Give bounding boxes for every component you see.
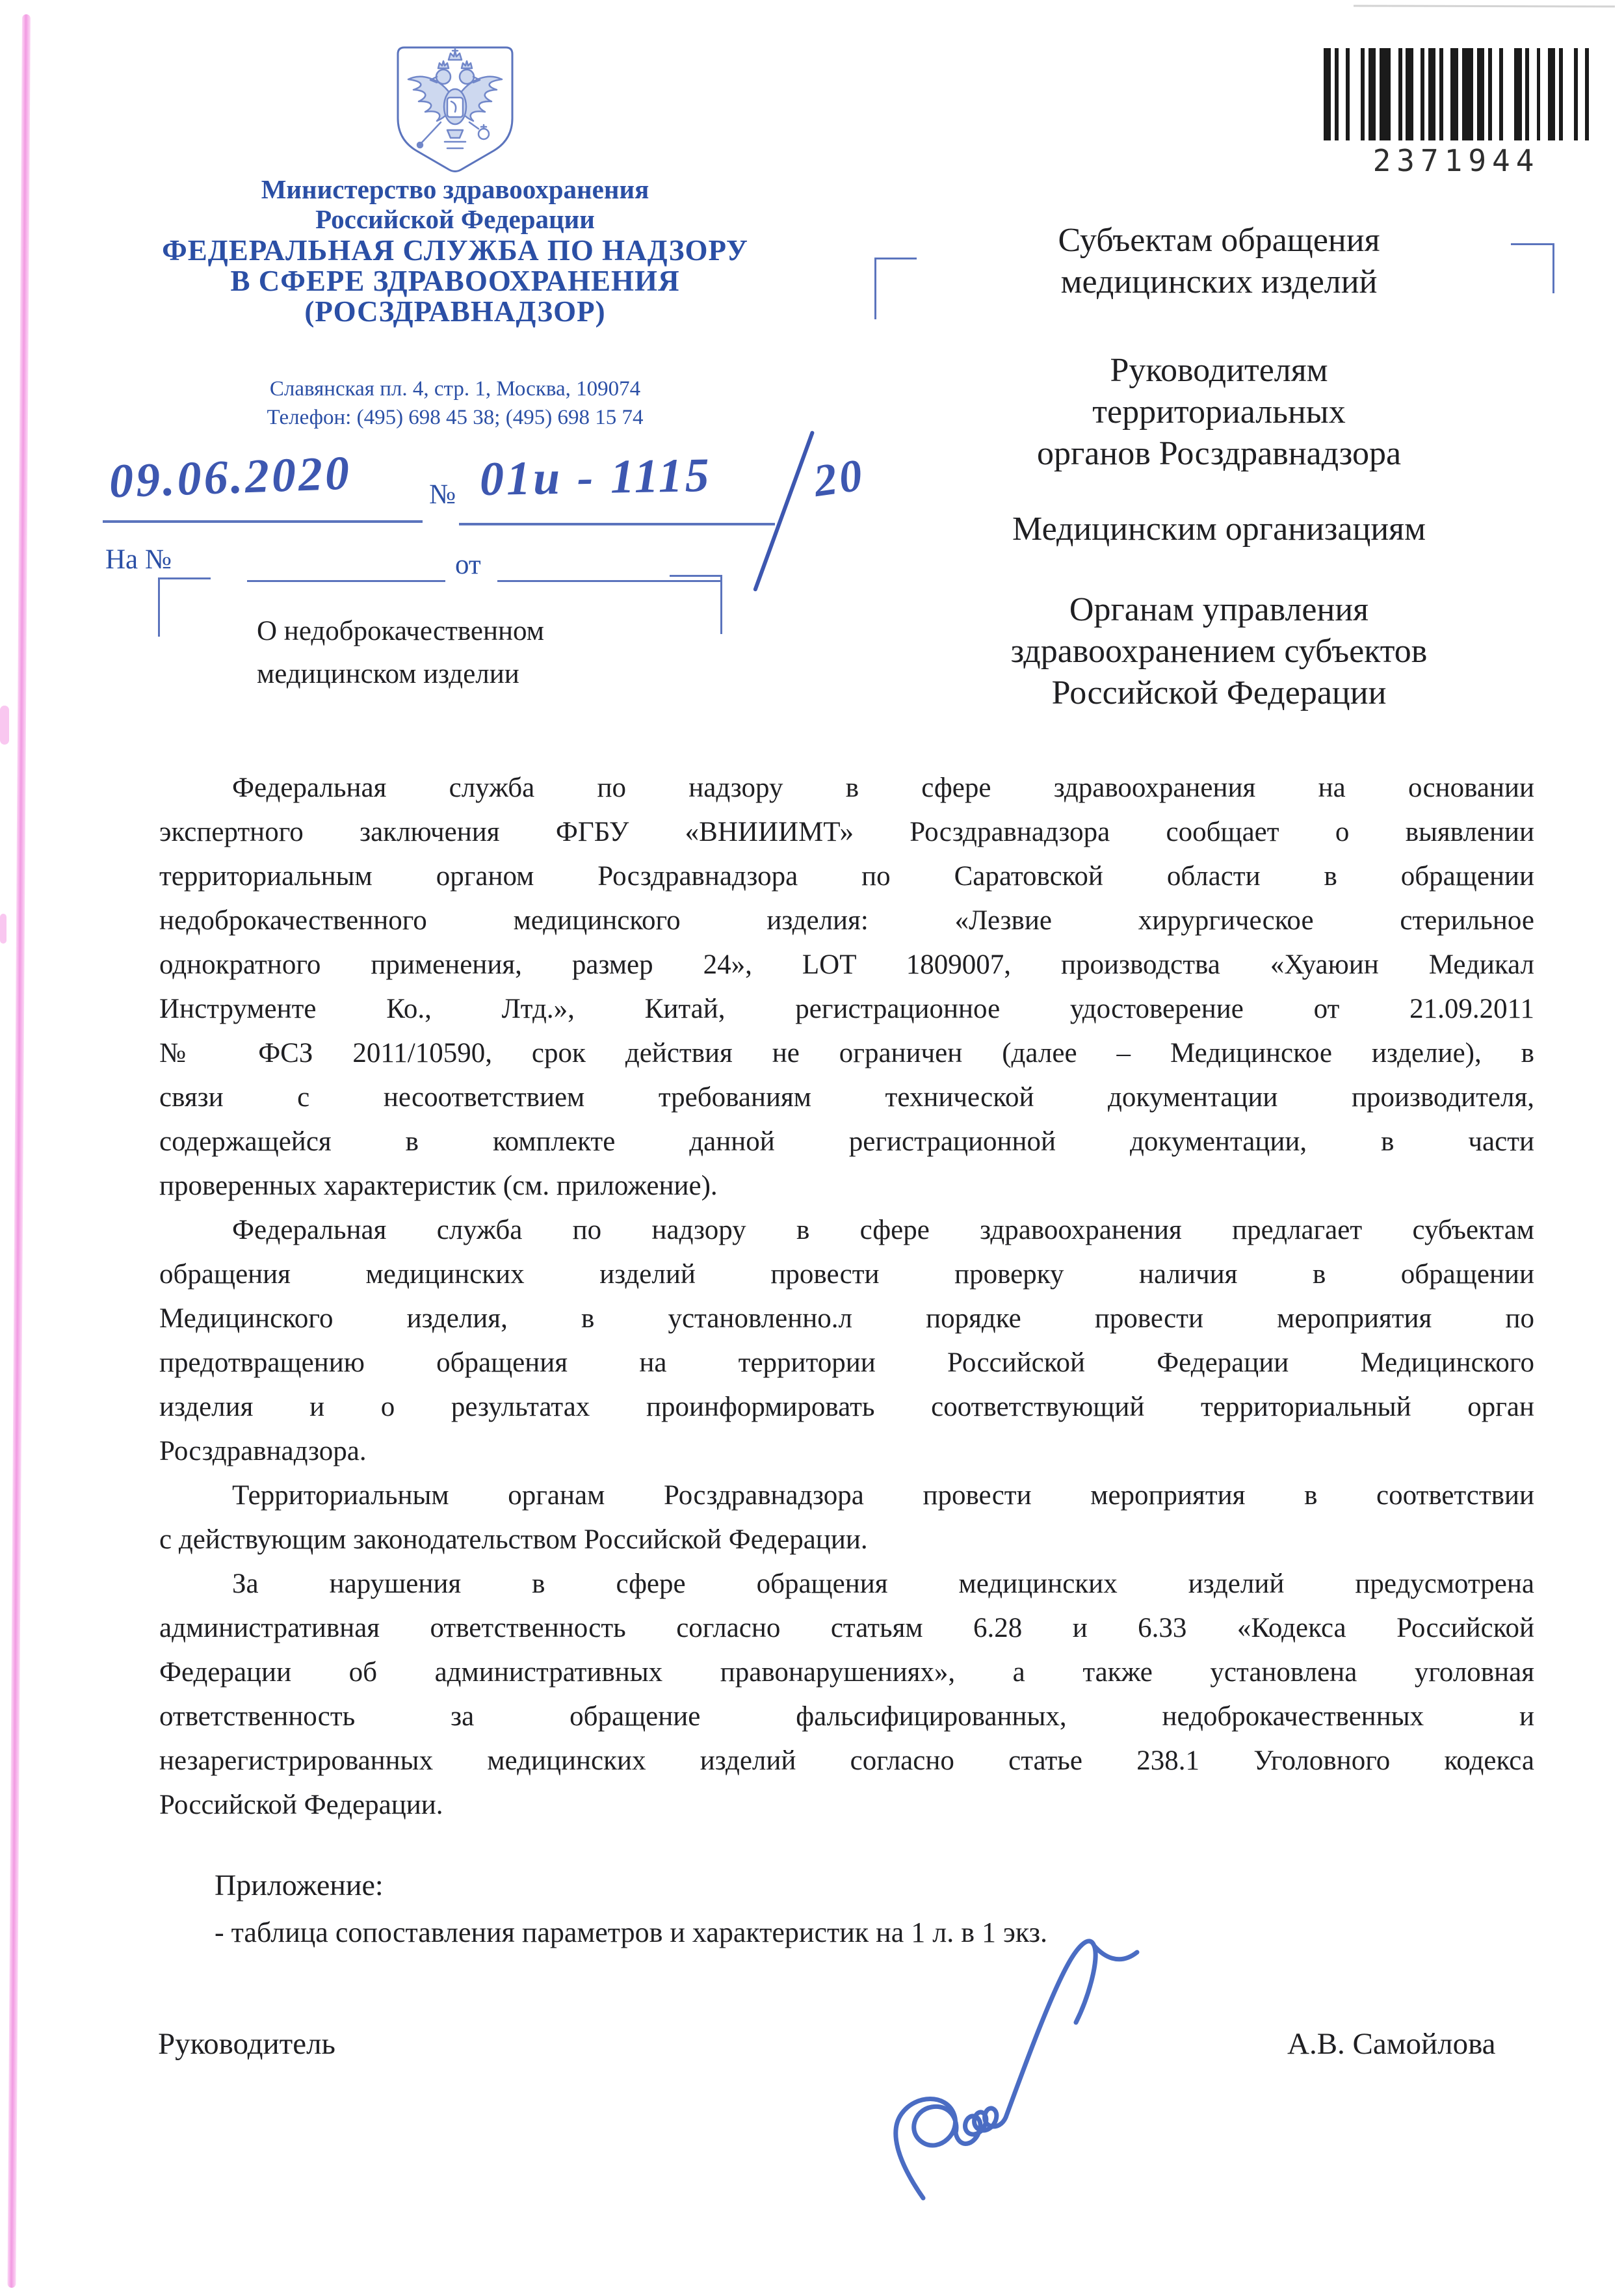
body-paragraph-3 [159,1474,1534,1562]
barcode-bar [1421,48,1424,140]
barcode-bar [1324,48,1331,140]
coat-of-arms-emblem [385,44,525,176]
body-paragraph-1-line-3: территориальным органом Росздравнадзора по Саратовской области в обращении [159,861,1534,892]
barcode-bar [1406,48,1413,140]
barcode-bar [1450,48,1458,140]
body-paragraph-4-line-2: административная ответственность согласно статьям 6.28 и 6.33 «Кодекса Российской [159,1613,1534,1643]
addressee-group-1-line-1: Субъектам обращения [1058,222,1380,259]
body-paragraph-1-line-10: проверенных характеристик (см. приложение). [159,1171,718,1201]
addressee-group-3-line-1: Медицинским организациям [1012,510,1426,548]
body-paragraph-2-line-2: обращения медицинских изделий провести проверку наличия в обращении [159,1259,1534,1290]
body-paragraph-2-line-4: предотвращению обращения на территории Российской Федерации Медицинского [159,1347,1534,1378]
signer-position: Руководитель [158,2027,335,2061]
barcode-bar [1585,48,1589,140]
body-paragraph-2-line-3: Медицинского изделия, в установленно.л порядке провести мероприятия по [159,1303,1534,1334]
subject-text [257,610,673,696]
barcode-bar [1499,48,1503,140]
addressee-group-2-line-1: Руководителям [1110,352,1328,389]
addressee-group-4-line-2: здравоохранением субъектов [1010,633,1428,670]
service-address: Славянская пл. 4, стр. 1, Москва, 109074 [269,377,641,401]
ministry-name-line-2: Российской Федерации [315,204,595,234]
barcode [1324,48,1589,140]
body-paragraph-3-line-2: с действующим законодательством Российской Федерации. [159,1524,868,1555]
barcode-bar [1398,48,1402,140]
service-name [151,235,759,327]
barcode-bar [1335,48,1339,140]
barcode-bar [1428,48,1435,140]
signature-stroke [861,1918,1212,2205]
body-paragraph-4-line-4: ответственность за обращение фальсифицированных, недоброкачественных и [159,1701,1534,1732]
body-paragraph-1-line-7: № ФСЗ 2011/10590, срок действия не ограничен (далее – Медицинское изделие), в [159,1038,1534,1068]
outgoing-number-handwritten: 01и - 1115 [479,448,713,507]
pink-smudge [0,914,7,944]
service-name-line-2: В СФЕРЕ ЗДРАВООХРАНЕНИЯ [230,265,680,297]
body-paragraph-2-line-6: Росздравнадзора. [159,1436,367,1466]
body-paragraph-4-line-6: Российской Федерации. [159,1790,443,1820]
body-paragraph-2-line-1: Федеральная служба по надзору в сфере здравоохранения предлагает субъектам [232,1215,1534,1245]
barcode-bar [1525,48,1529,140]
body-paragraph-1-line-4: недоброкачественного медицинского изделия: «Лезвие хирургическое стерильное [159,905,1534,936]
subject-text-line-1: О недоброкачественном [257,616,544,646]
barcode-number: 2371944 [1372,143,1540,178]
service-name-line-3: (РОСЗДРАВНАДЗОР) [304,295,606,328]
attachment-item: - таблица сопоставления параметров и характеристик на 1 л. в 1 экз. [215,1916,1048,1948]
signer-name: А.В. Самойлова [1287,2027,1496,2061]
incoming-from-label: от [455,550,481,580]
barcode-bar [1548,48,1555,140]
body-paragraph-1-line-2: экспертного заключения ФГБУ «ВНИИИМТ» Росздравнадзора сообщает о выявлении [159,817,1534,847]
addressee-group-4-line-3: Российской Федерации [1051,674,1387,711]
outgoing-date-handwritten: 09.06.2020 [108,446,353,509]
body-paragraph-1-line-9: содержащейся в комплекте данной регистрационной документации, в части [159,1126,1534,1157]
barcode-bar [1346,48,1350,140]
attachment-label: Приложение: [215,1868,384,1902]
body-paragraph-3-line-1: Территориальным органам Росздравнадзора провести мероприятия в соответствии [232,1480,1534,1511]
incoming-ref-label: На № [105,544,172,575]
body-paragraph-1-line-5: однократного применения, размер 24», LOT 1809007, производства «Хуаюин Медикал [159,949,1534,980]
ministry-name [215,174,696,234]
addressee-group-4 [865,589,1573,714]
barcode-bar [1574,48,1578,140]
number-underline [459,523,775,525]
body-paragraph-1-line-1: Федеральная служба по надзору в сфере здравоохранения на основании [232,773,1534,803]
addressee-group-1 [865,220,1573,303]
pink-smudge [0,706,9,745]
body-paragraph-2-line-5: изделия и о результатах проинформировать соответствующий территориальный орган [159,1392,1534,1422]
outgoing-number-suffix: 20 [810,449,868,507]
service-phone: Телефон: (495) 698 45 38; (495) 698 15 74 [267,406,644,429]
addressee-group-2-line-2: территориальных [1092,393,1346,431]
body-paragraph-4-line-3: Федерации об административных правонарушениях», а также установлена уголовная [159,1657,1534,1688]
barcode-bar [1462,48,1473,140]
outgoing-number-sign: № [429,479,456,510]
addressee-group-4-line-1: Органам управления [1069,591,1369,628]
barcode-bar [1477,48,1484,140]
subject-text-line-2: медицинском изделии [257,659,519,689]
body-paragraph-1-line-6: Инструменте Ко., Лтд.», Китай, регистрационное удостоверение от 21.09.2011 [159,994,1534,1024]
addressee-group-1-line-2: медицинских изделий [1060,263,1378,300]
body-paragraph-4-line-1: За нарушения в сфере обращения медицинских изделий предусмотрена [232,1569,1534,1599]
barcode-bar [1514,48,1521,140]
addressee-group-2-line-3: органов Росздравнадзора [1036,435,1402,472]
ministry-name-line-1: Министерство здравоохранения [261,174,649,204]
barcode-bar [1488,48,1492,140]
date-underline [103,520,423,523]
barcode-bar [1380,48,1391,140]
body-paragraph-4 [159,1562,1534,1827]
barcode-bar [1537,48,1541,140]
slash-stroke [753,431,815,592]
body-paragraph-4-line-5: незарегистрированных медицинских изделий согласно статье 238.1 Уголовного кодекса [159,1745,1534,1776]
service-name-line-1: ФЕДЕРАЛЬНАЯ СЛУЖБА ПО НАДЗОРУ [162,234,748,267]
body-paragraph-2 [159,1208,1534,1474]
addressee-group-2 [865,350,1573,475]
barcode-bar [1361,48,1365,140]
body-paragraph-1-line-8: связи с несоответствием требованиям технической документации производителя, [159,1082,1534,1113]
subject-corner-right [670,575,722,634]
top-edge-scan-line [1354,5,1615,7]
addressee-group-3 [865,509,1573,550]
body-paragraph-1 [159,766,1534,1208]
barcode-bar [1439,48,1443,140]
barcode-bar [1559,48,1563,140]
subject-corner-left [158,577,211,637]
incoming-ref-underline [247,580,445,582]
pink-scan-line [7,14,31,2288]
barcode-bar [1369,48,1376,140]
